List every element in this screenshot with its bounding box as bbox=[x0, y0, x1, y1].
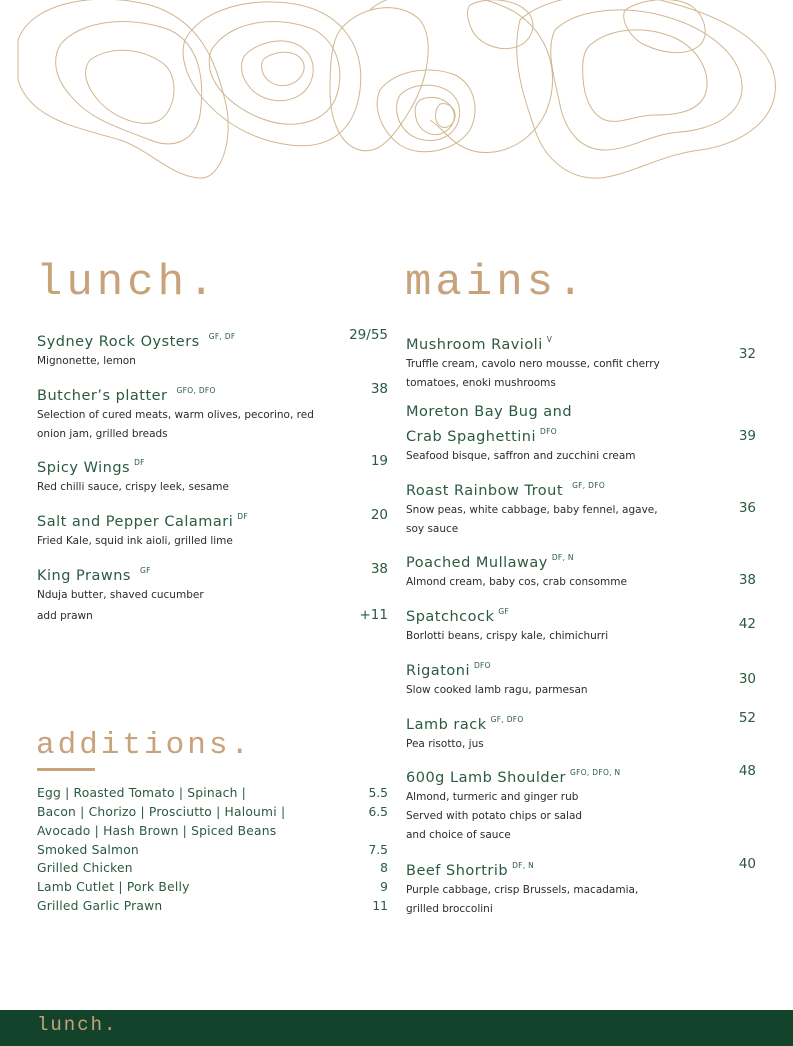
additions-price: 5.5 bbox=[368, 786, 388, 800]
item-name-text: Spicy Wings bbox=[37, 460, 131, 476]
mains-item-description: Truffle cream, cavolo nero mousse, confit cherry bbox=[406, 358, 660, 370]
additions-underline bbox=[37, 768, 95, 771]
mains-item-description: soy sauce bbox=[406, 523, 459, 535]
additions-row bbox=[37, 843, 388, 862]
dietary-tag: GFO, DFO bbox=[176, 386, 216, 395]
mains-item bbox=[406, 710, 756, 754]
mains-item-price: 42 bbox=[738, 616, 756, 632]
lunch-item bbox=[37, 561, 388, 605]
additions-label: Egg | Roasted Tomato | Spinach | bbox=[37, 786, 247, 800]
mains-item-price: 39 bbox=[738, 428, 756, 444]
lunch-item-price: 38 bbox=[370, 381, 388, 397]
mains-item-description: Almond, turmeric and ginger rub bbox=[406, 791, 579, 803]
mains-item-description: Snow peas, white cabbage, baby fennel, agave, bbox=[406, 504, 658, 516]
lunch-section-title: lunch. bbox=[36, 258, 219, 308]
additions-row bbox=[37, 861, 388, 880]
dietary-tag: GF, DF bbox=[208, 332, 236, 341]
dietary-tag: DFO bbox=[540, 427, 557, 436]
lunch-item-description: Selection of cured meats, warm olives, pecorino, red onion jam, grilled breads bbox=[37, 409, 314, 440]
additions-label: Avocado | Hash Brown | Spiced Beans bbox=[37, 824, 277, 838]
dietary-tag: DF, N bbox=[512, 861, 535, 870]
additions-row bbox=[37, 899, 388, 918]
mains-item bbox=[406, 656, 756, 700]
additions-label: Lamb Cutlet | Pork Belly bbox=[37, 880, 190, 894]
add-prawn-row bbox=[37, 607, 388, 627]
dietary-tag: DF bbox=[237, 512, 248, 521]
additions-label: Grilled Chicken bbox=[37, 861, 133, 875]
mains-item-description: Seafood bisque, saffron and zucchini cream bbox=[406, 450, 636, 462]
additions-price: 7.5 bbox=[368, 843, 388, 857]
item-name-text: 600g Lamb Shoulder bbox=[406, 770, 566, 786]
additions-price: 11 bbox=[372, 899, 388, 913]
item-name-text: Lamb rack bbox=[406, 717, 487, 733]
mains-item-description: Slow cooked lamb ragu, parmesan bbox=[406, 684, 588, 696]
mains-item-name bbox=[406, 548, 756, 573]
dietary-tag: GFO, DFO, N bbox=[569, 768, 621, 777]
mains-item bbox=[406, 763, 756, 845]
mains-item bbox=[406, 330, 756, 393]
item-name-text: Sydney Rock Oysters bbox=[37, 334, 200, 350]
dietary-tag: DFO bbox=[473, 661, 491, 670]
mains-item-description: grilled broccolini bbox=[406, 903, 493, 915]
mains-item bbox=[406, 402, 756, 466]
additions-label: Smoked Salmon bbox=[37, 843, 139, 857]
topographic-line-art bbox=[0, 0, 793, 190]
mains-item-description: tomatoes, enoki mushrooms bbox=[406, 377, 556, 389]
item-name-text: Crab Spaghettini bbox=[406, 429, 537, 445]
mains-item bbox=[406, 548, 756, 592]
lunch-item bbox=[37, 381, 388, 444]
dietary-tag: DF, N bbox=[551, 553, 574, 562]
mains-item-name: Moreton Bay Bug and bbox=[406, 404, 573, 420]
item-name-text: Spatchcock bbox=[406, 609, 495, 625]
mains-item-price: 40 bbox=[738, 856, 756, 872]
item-name-text: Mushroom Ravioli bbox=[406, 337, 543, 353]
mains-section-title: mains. bbox=[405, 258, 588, 308]
lunch-item bbox=[37, 453, 388, 497]
mains-item bbox=[406, 602, 756, 646]
footer-bar bbox=[0, 1010, 793, 1046]
lunch-item-price: 29/55 bbox=[349, 327, 388, 343]
item-name-text: Poached Mullaway bbox=[406, 555, 548, 571]
dietary-tag: V bbox=[546, 335, 553, 344]
mains-item-description: Borlotti beans, crispy kale, chimichurri bbox=[406, 630, 609, 642]
additions-row bbox=[37, 880, 388, 899]
additions-section-title: additions. bbox=[36, 728, 253, 763]
mains-item-description: Served with potato chips or salad bbox=[406, 810, 583, 822]
add-prawn-price: +11 bbox=[359, 607, 388, 623]
mains-item-price: 36 bbox=[738, 500, 756, 516]
item-name-text: Beef Shortrib bbox=[406, 863, 509, 879]
additions-price: 9 bbox=[380, 880, 388, 894]
mains-item-price: 38 bbox=[738, 572, 756, 588]
mains-item-price: 32 bbox=[738, 346, 756, 362]
additions-price: 8 bbox=[380, 861, 388, 875]
mains-item-description: and choice of sauce bbox=[406, 829, 511, 841]
dietary-tag: GF, DFO bbox=[490, 715, 524, 724]
lunch-item-description: Fried Kale, squid ink aioli, grilled lime bbox=[37, 535, 233, 547]
mains-item bbox=[406, 856, 756, 919]
additions-price: 6.5 bbox=[368, 805, 388, 819]
lunch-item-description: Red chilli sauce, crispy leek, sesame bbox=[37, 481, 229, 493]
additions-row bbox=[37, 824, 388, 843]
lunch-item-description: Mignonette, lemon bbox=[37, 355, 136, 367]
item-name-text: Rigatoni bbox=[406, 663, 470, 679]
mains-item bbox=[406, 476, 756, 539]
additions-row bbox=[37, 786, 388, 805]
lunch-item-price: 20 bbox=[370, 507, 388, 523]
item-name-text: King Prawns bbox=[37, 568, 131, 584]
mains-item-price: 30 bbox=[738, 671, 756, 687]
mains-item-description: Purple cabbage, crisp Brussels, macadamia, bbox=[406, 884, 639, 896]
lunch-item-price: 19 bbox=[370, 453, 388, 469]
lunch-item-price: 38 bbox=[370, 561, 388, 577]
mains-item-description: Almond cream, baby cos, crab consomme bbox=[406, 576, 627, 588]
dietary-tag: GF bbox=[139, 566, 151, 575]
mains-item-description: Pea risotto, jus bbox=[406, 738, 484, 750]
lunch-item bbox=[37, 327, 388, 371]
footer-label: lunch. bbox=[37, 1014, 118, 1036]
mains-item-price: 52 bbox=[738, 710, 756, 726]
dietary-tag: GF bbox=[498, 607, 510, 616]
item-name-text: Butcher’s platter bbox=[37, 388, 168, 404]
additions-label: Bacon | Chorizo | Prosciutto | Haloumi | bbox=[37, 805, 286, 819]
item-name-text: Roast Rainbow Trout bbox=[406, 483, 564, 499]
item-name-text: Salt and Pepper Calamari bbox=[37, 514, 234, 530]
additions-label: Grilled Garlic Prawn bbox=[37, 899, 163, 913]
mains-item-name bbox=[406, 476, 756, 501]
dietary-tag: GF, DFO bbox=[572, 481, 606, 490]
additions-row bbox=[37, 805, 388, 824]
dietary-tag: DF bbox=[134, 458, 145, 467]
mains-item-price: 48 bbox=[738, 763, 756, 779]
add-prawn-label: add prawn bbox=[37, 610, 93, 622]
lunch-item-description: Nduja butter, shaved cucumber bbox=[37, 589, 204, 601]
lunch-item bbox=[37, 507, 388, 551]
